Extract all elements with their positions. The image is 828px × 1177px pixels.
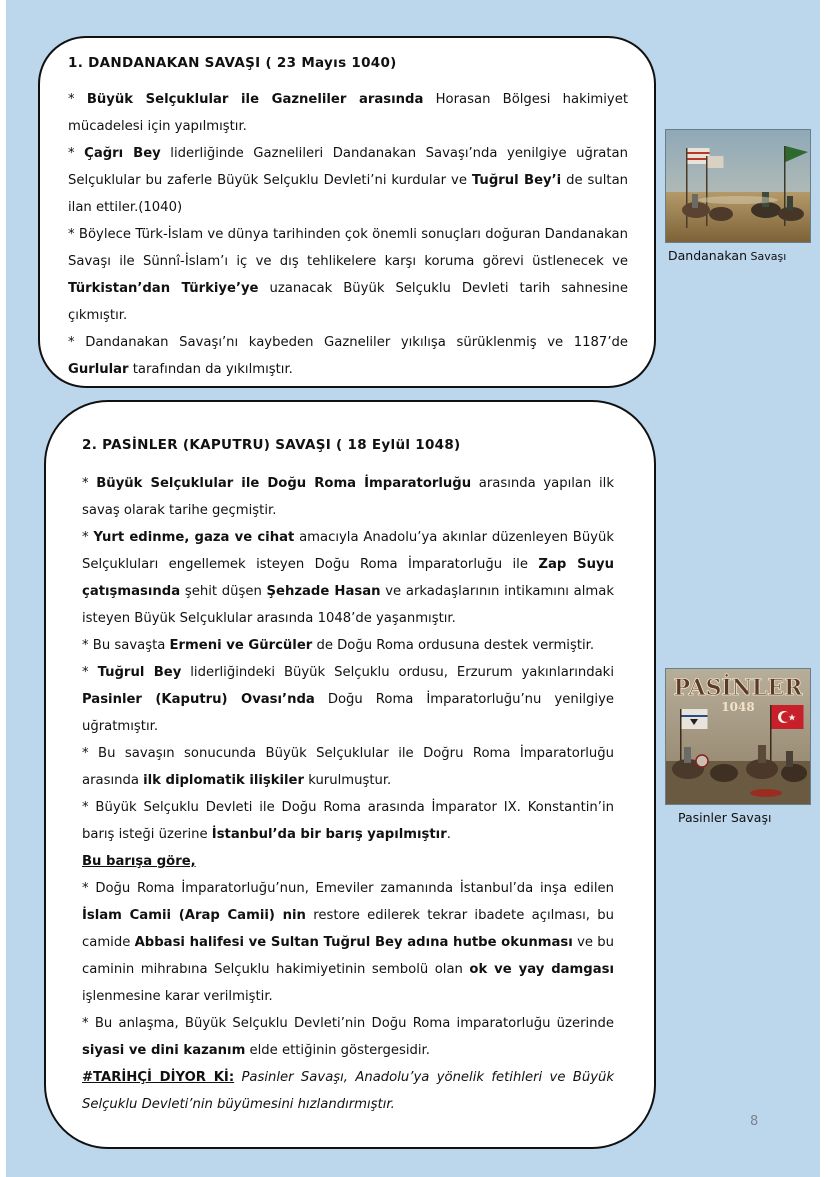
pasinler-title: 2. PASİNLER (KAPUTRU) SAVAŞI ( 18 Eylül 1048) [82, 437, 461, 453]
text-run: * Böylece Türk-İslam ve dünya tarihinden çok önemli sonuçları doğuran Dandanakan Savaşı ile Sünnî-İslam’ı iç ve dış tehlikelere karşı koruma görevi üstlenecek ve [68, 227, 628, 269]
text-run: de Doğu Roma ordusuna destek vermiştir. [312, 638, 595, 653]
text-run: Bu barışa göre, [82, 854, 196, 869]
text-run: * Bu anlaşma, Büyük Selçuklu Devleti’nin Doğu Roma imparatorluğu üzerinde [82, 1016, 614, 1031]
text-run: * [82, 530, 94, 545]
paragraph [82, 848, 614, 875]
text-run: ve arkadaşlarının intikamını almak isteyen Büyük Selçuklular arasında 1048’de yaşanmıştır. [82, 584, 614, 626]
paragraph [68, 140, 628, 221]
dandanakan-section-box [38, 36, 656, 388]
text-run: ilk diplomatik ilişkiler [143, 773, 305, 788]
page-number: 8 [750, 1114, 759, 1129]
dandanakan-title: 1. DANDANAKAN SAVAŞI ( 23 Mayıs 1040) [68, 55, 397, 71]
text-run: İslam Camii (Arap Camii) nin [82, 908, 306, 923]
text-run: İstanbul’da bir barış yapılmıştır [211, 827, 447, 842]
text-run: Zap Suyu çatışmasında [82, 557, 614, 599]
text-run: işlenmesine karar verilmiştir. [82, 989, 273, 1004]
text-run: * Doğu Roma İmparatorluğu’nun, Emeviler zamanında İstanbul’da inşa edilen [82, 881, 614, 896]
text-run: Pasinler Savaşı, Anadolu’ya yönelik fetihleri ve Büyük Selçuklu Devleti’nin büyümesini hızlandırmıştır. [82, 1070, 614, 1112]
text-run: restore edilerek tekrar ibadete açılması, bu camide [82, 908, 614, 950]
paragraph [68, 86, 628, 140]
text-run: amacıyla Anadolu’ya akınlar düzenleyen Büyük Selçukluları engellemek isteyen Doğu Roma İmparatorluğu ile [82, 530, 614, 572]
text-run: Tuğrul Bey [97, 665, 182, 680]
text-run: liderliğindeki Büyük Selçuklu ordusu, Erzurum yakınlarındaki [181, 665, 614, 680]
text-run: * Büyük Selçuklu Devleti ile Doğu Roma arasında İmparator IX. Konstantin’in barış isteği üzerine [82, 800, 614, 842]
paragraph [68, 221, 628, 329]
text-run: Ermeni ve Gürcüler [169, 638, 313, 653]
paragraph [82, 740, 614, 794]
text-run: Horasan Bölgesi hakimiyet mücadelesi için yapılmıştır. [68, 92, 629, 134]
text-run: Gurlular [68, 362, 129, 377]
text-run: Yurt edinme, gaza ve cihat [93, 530, 295, 545]
pasinler-body [82, 470, 614, 1118]
text-run: * [68, 146, 85, 161]
caption-rest: Savaşı [747, 250, 787, 263]
paragraph [82, 875, 614, 1010]
paragraph [82, 632, 614, 659]
text-run: arasında yapılan ilk savaş olarak tarihe geçmiştir. [82, 476, 614, 518]
text-run: * Dandanakan Savaşı’nı kaybeden Gazneliler yıkılışa sürüklenmiş ve 1187’de [68, 335, 628, 350]
text-run: Doğu Roma İmparatorluğu’nu yenilgiye uğratmıştır. [82, 692, 614, 734]
text-run: * [82, 665, 98, 680]
text-run: Türkistan’dan Türkiye’ye [68, 281, 259, 296]
pasinler-battle-image [665, 668, 811, 805]
text-run: tarafından da yıkılmıştır. [128, 362, 293, 377]
pasinler-image-year: 1048 [721, 700, 755, 714]
paragraph [82, 659, 614, 740]
pasinler-section-box [44, 400, 656, 1149]
text-run: de sultan ilan ettiler.(1040) [68, 173, 629, 215]
text-run: Pasinler (Kaputru) Ovası’nda [82, 692, 315, 707]
text-run: şehit düşen [180, 584, 267, 599]
text-run: Çağrı Bey [84, 146, 161, 161]
text-run: * [68, 92, 87, 107]
paragraph [82, 1010, 614, 1064]
text-run: liderliğinde Gaznelileri Dandanakan Savaşı’nda yenilgiye uğratan Selçuklular bu zaferle Büyük Selçuklu Devleti’ni kurdular ve [68, 146, 628, 188]
paragraph [82, 1064, 614, 1118]
text-run: Büyük Selçuklular ile Doğu Roma İmparatorluğu [96, 476, 472, 491]
text-run: ve bu caminin mihrabına Selçuklu hakimiyetinin sembolü olan [82, 935, 614, 977]
text-run: ok ve yay damgası [469, 962, 615, 977]
pasinler-image-title: PASİNLER [673, 675, 803, 701]
text-run: * Bu savaşın sonucunda Büyük Selçuklular ile Doğru Roma İmparatorluğu arasında [82, 746, 614, 788]
pasinler-image-caption: Pasinler Savaşı [678, 810, 772, 825]
caption-main: Dandanakan [668, 248, 747, 263]
text-run: siyasi ve dini kazanım [82, 1043, 246, 1058]
paragraph [82, 794, 614, 848]
dandanakan-body [68, 86, 628, 383]
text-run: Şehzade Hasan [266, 584, 381, 599]
dandanakan-battle-image [665, 129, 811, 243]
text-run: uzanacak Büyük Selçuklu Devleti tarih sahnesine çıkmıştır. [68, 281, 628, 323]
paragraph [82, 470, 614, 524]
dandanakan-image-caption [668, 248, 786, 263]
text-run: kurulmuştur. [304, 773, 392, 788]
text-run: Büyük Selçuklular ile Gazneliler arasında [86, 92, 424, 107]
text-run: Abbasi halifesi ve Sultan Tuğrul Bey adına hutbe okunması [134, 935, 573, 950]
text-run: . [446, 827, 451, 842]
text-run: * Bu savaşta [82, 638, 170, 653]
paragraph [82, 524, 614, 632]
page-background [6, 0, 820, 1177]
text-run: Tuğrul Bey’i [471, 173, 562, 188]
paragraph [68, 329, 628, 383]
text-run: * [82, 476, 97, 491]
text-run: elde ettiğinin göstergesidir. [245, 1043, 430, 1058]
text-run: #TARİHÇİ DİYOR Kİ: [82, 1070, 235, 1085]
